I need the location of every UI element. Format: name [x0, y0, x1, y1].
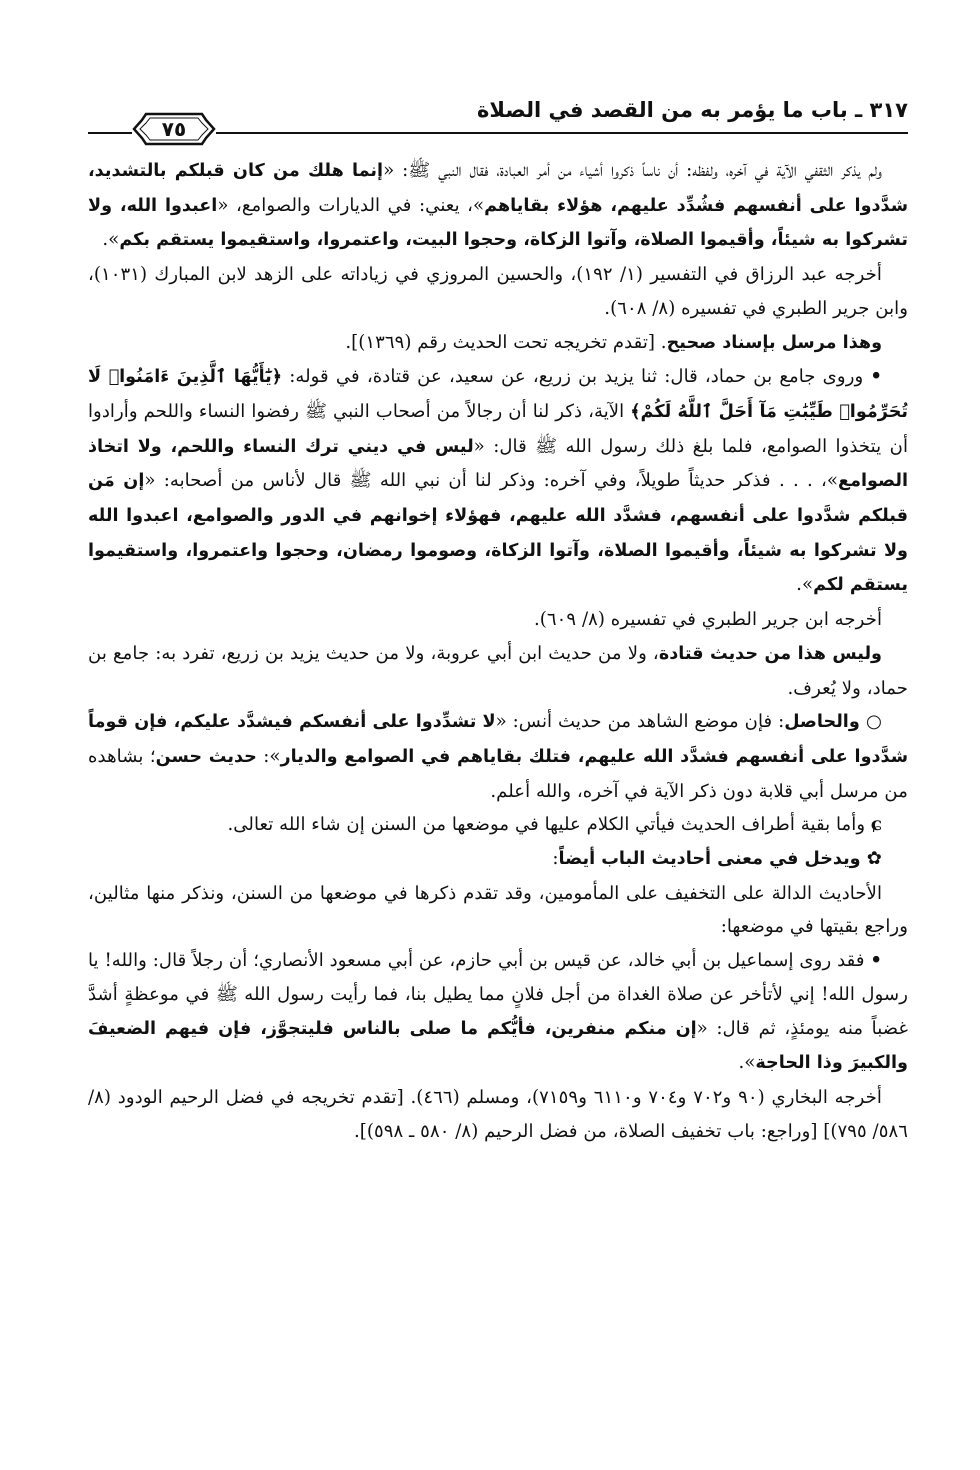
text: فقد روى إسماعيل بن أبي خالد، عن قيس بن أبي حازم، عن أبي مسعود الأنصاري؛ أن رجلاً قال: والله! يا رسول الله! إني لأتأخر عن صلاة الغداة من أجل فلانٍ مما يطيل بنا، فما رأيت رسول الله ﷺ في موعظةٍ أشدَّ غضباً منه يومئذٍ، ثم قال: «: [88, 950, 908, 1039]
text: ».: [796, 574, 814, 596]
hadith-text: إن مَن قبلكم شدَّدوا على أنفسهم، فشدَّد الله عليهم، فهؤلاء إخوانهم في الدور والصوامع، اعبدوا الله ولا تشركوا به شيئاً، وأقيموا الصلاة، وآتوا الزكاة، وصوموا رمضان، وحجوا واعتمروا، واستقيموا يستقم لكم: [88, 471, 908, 596]
paragraph-9: [88, 842, 908, 877]
bullet-icon: •: [870, 366, 883, 388]
hadith-text: إن منكم منفرين، فأيُّكم ما صلى بالناس فليتجوَّز، فإن فيهم الضعيفَ والكبيرَ وذا الحاجة: [88, 1018, 908, 1074]
circle-bullet-icon: ○: [866, 711, 882, 733]
text: ».: [102, 229, 120, 251]
hadith-text: إنما هلك من كان قبلكم بالتشديد، شدَّدوا على أنفسهم فشُدِّد عليهم، هؤلاء بقاياهم: [88, 161, 908, 216]
flower-bullet-icon: ✿: [866, 848, 882, 870]
paragraph-4: [88, 360, 908, 603]
summary-label: والحاصل: [784, 712, 867, 733]
page-header: [88, 88, 908, 140]
text: الآية، ذكر لنا أن رجالاً من أصحاب النبي ﷺ رفضوا النساء واللحم وأرادوا أن يتخذوا الصوامع، فلما بلغ ذلك رسول الله ﷺ قال: «: [88, 400, 908, 457]
paragraph-2: أخرجه عبد الرزاق في التفسير (١/ ١٩٢)، والحسين المروزي في زياداته على الزهد لابن المبارك (١٠٣١)، وابن جرير الطبري في تفسيره (٨/ ٦٠٨).: [88, 264, 908, 319]
section-heading: ويدخل في معنى أحاديث الباب أيضاً: [558, 849, 867, 870]
paragraph-6: [88, 637, 908, 705]
verdict-text: وهذا مرسل بإسناد صحيح: [666, 332, 882, 353]
text: :: [552, 848, 559, 870]
paragraph-3: [88, 326, 908, 361]
paragraph-12: أخرجه البخاري (٩٠ و٧٠٢ و٧٠٤ و٦١١٠ و٧١٥٩)، ومسلم (٤٦٦). [تقدم تخريجه في فضل الرحيم الودود (٨/ ٥٨٦/ ٧٩٥)] [وراجع: باب تخفيف الصلاة، من فضل الرحيم (٨/ ٥٨٠ ـ ٥٩٨)].: [88, 1086, 908, 1142]
text: ولم يذكر الثقفي الآية في آخره، ولفظه: أن ناساً ذكروا أشياء من أمر العبادة، فقال النبي ﷺ: «: [383, 160, 882, 181]
paragraph-10: الأحاديث الدالة على التخفيف على المأمومين، وقد تقدم ذكرها في موضعها من السنن، ونذكر منها مثالين، وراجع بقيتها في موضعها:: [88, 882, 908, 938]
quran-verse: ﴿يَٰٓأَيُّهَا ٱلَّذِينَ ءَامَنُوا۟ لَا تُحَرِّمُوا۟ طَيِّبَٰتِ مَآ أَحَلَّ ٱللَّهُ لَكُمْ﴾: [88, 367, 908, 422]
text: »:: [256, 745, 281, 767]
text: ؛ بشاهده من مرسل أبي قلابة دون ذكر الآية في آخره، والله أعلم.: [88, 745, 908, 802]
hadith-text: اعبدوا الله، ولا تشركوا به شيئاً، وأقيموا الصلاة، وآتوا الزكاة، وحجوا البيت، واعتمروا، واستقيموا يستقم بكم: [88, 195, 908, 251]
page-body: [88, 154, 908, 1148]
hadith-text: لا تشدِّدوا على أنفسكم فيشدَّد عليكم، فإن قوماً شدَّدوا على أنفسهم فشدَّد الله عليهم، فتلك بقاياهم في الصوامع والديار: [88, 712, 909, 767]
text: ».: [738, 1052, 756, 1074]
text: : فإن موضع الشاهد من حديث أنس: «: [495, 711, 785, 733]
text: »، . . . فذكر حديثاً طويلاً، وفي آخره: وذكر لنا أن نبي الله ﷺ قال لأناس من أصحابه: «: [144, 470, 839, 492]
paragraph-7: [88, 705, 908, 808]
paragraph-11: [88, 944, 908, 1081]
hook-bullet-icon: ɕ: [870, 814, 882, 836]
text: ، ولا من حديث ابن أبي عروبة، ولا من حديث يزيد بن زريع، تفرد به: جامع بن حماد، ولا يُعرف.: [88, 642, 908, 699]
chapter-title: ٣١٧ ـ باب ما يؤمر به من القصد في الصلاة: [477, 98, 908, 122]
text: . [تقدم تخريجه تحت الحديث رقم (١٣٦٩)].: [345, 331, 667, 353]
hadith-text: ليس في ديني ترك النساء واللحم، ولا اتخاذ الصوامع: [88, 436, 908, 492]
verdict-text: وليس هذا من حديث قتادة: [658, 643, 882, 664]
verdict-text: حديث حسن: [155, 746, 257, 767]
paragraph-1: [88, 154, 908, 258]
paragraph-8: [88, 808, 908, 842]
text: وروى جامع بن حماد، قال: ثنا يزيد بن زريع، عن سعيد، عن قتادة، في قوله:: [282, 366, 871, 388]
page-number-badge: [132, 110, 216, 148]
page-number: ٧٥: [161, 117, 187, 141]
text: وأما بقية أطراف الحديث فيأتي الكلام عليها في موضعها من السنن إن شاء الله تعالى.: [227, 814, 871, 836]
bullet-icon: •: [870, 950, 882, 972]
paragraph-5: أخرجه ابن جرير الطبري في تفسيره (٨/ ٦٠٩).: [533, 609, 882, 631]
text: »، يعني: في الديارات والصوامع، «: [217, 194, 485, 216]
page: [88, 88, 908, 1148]
